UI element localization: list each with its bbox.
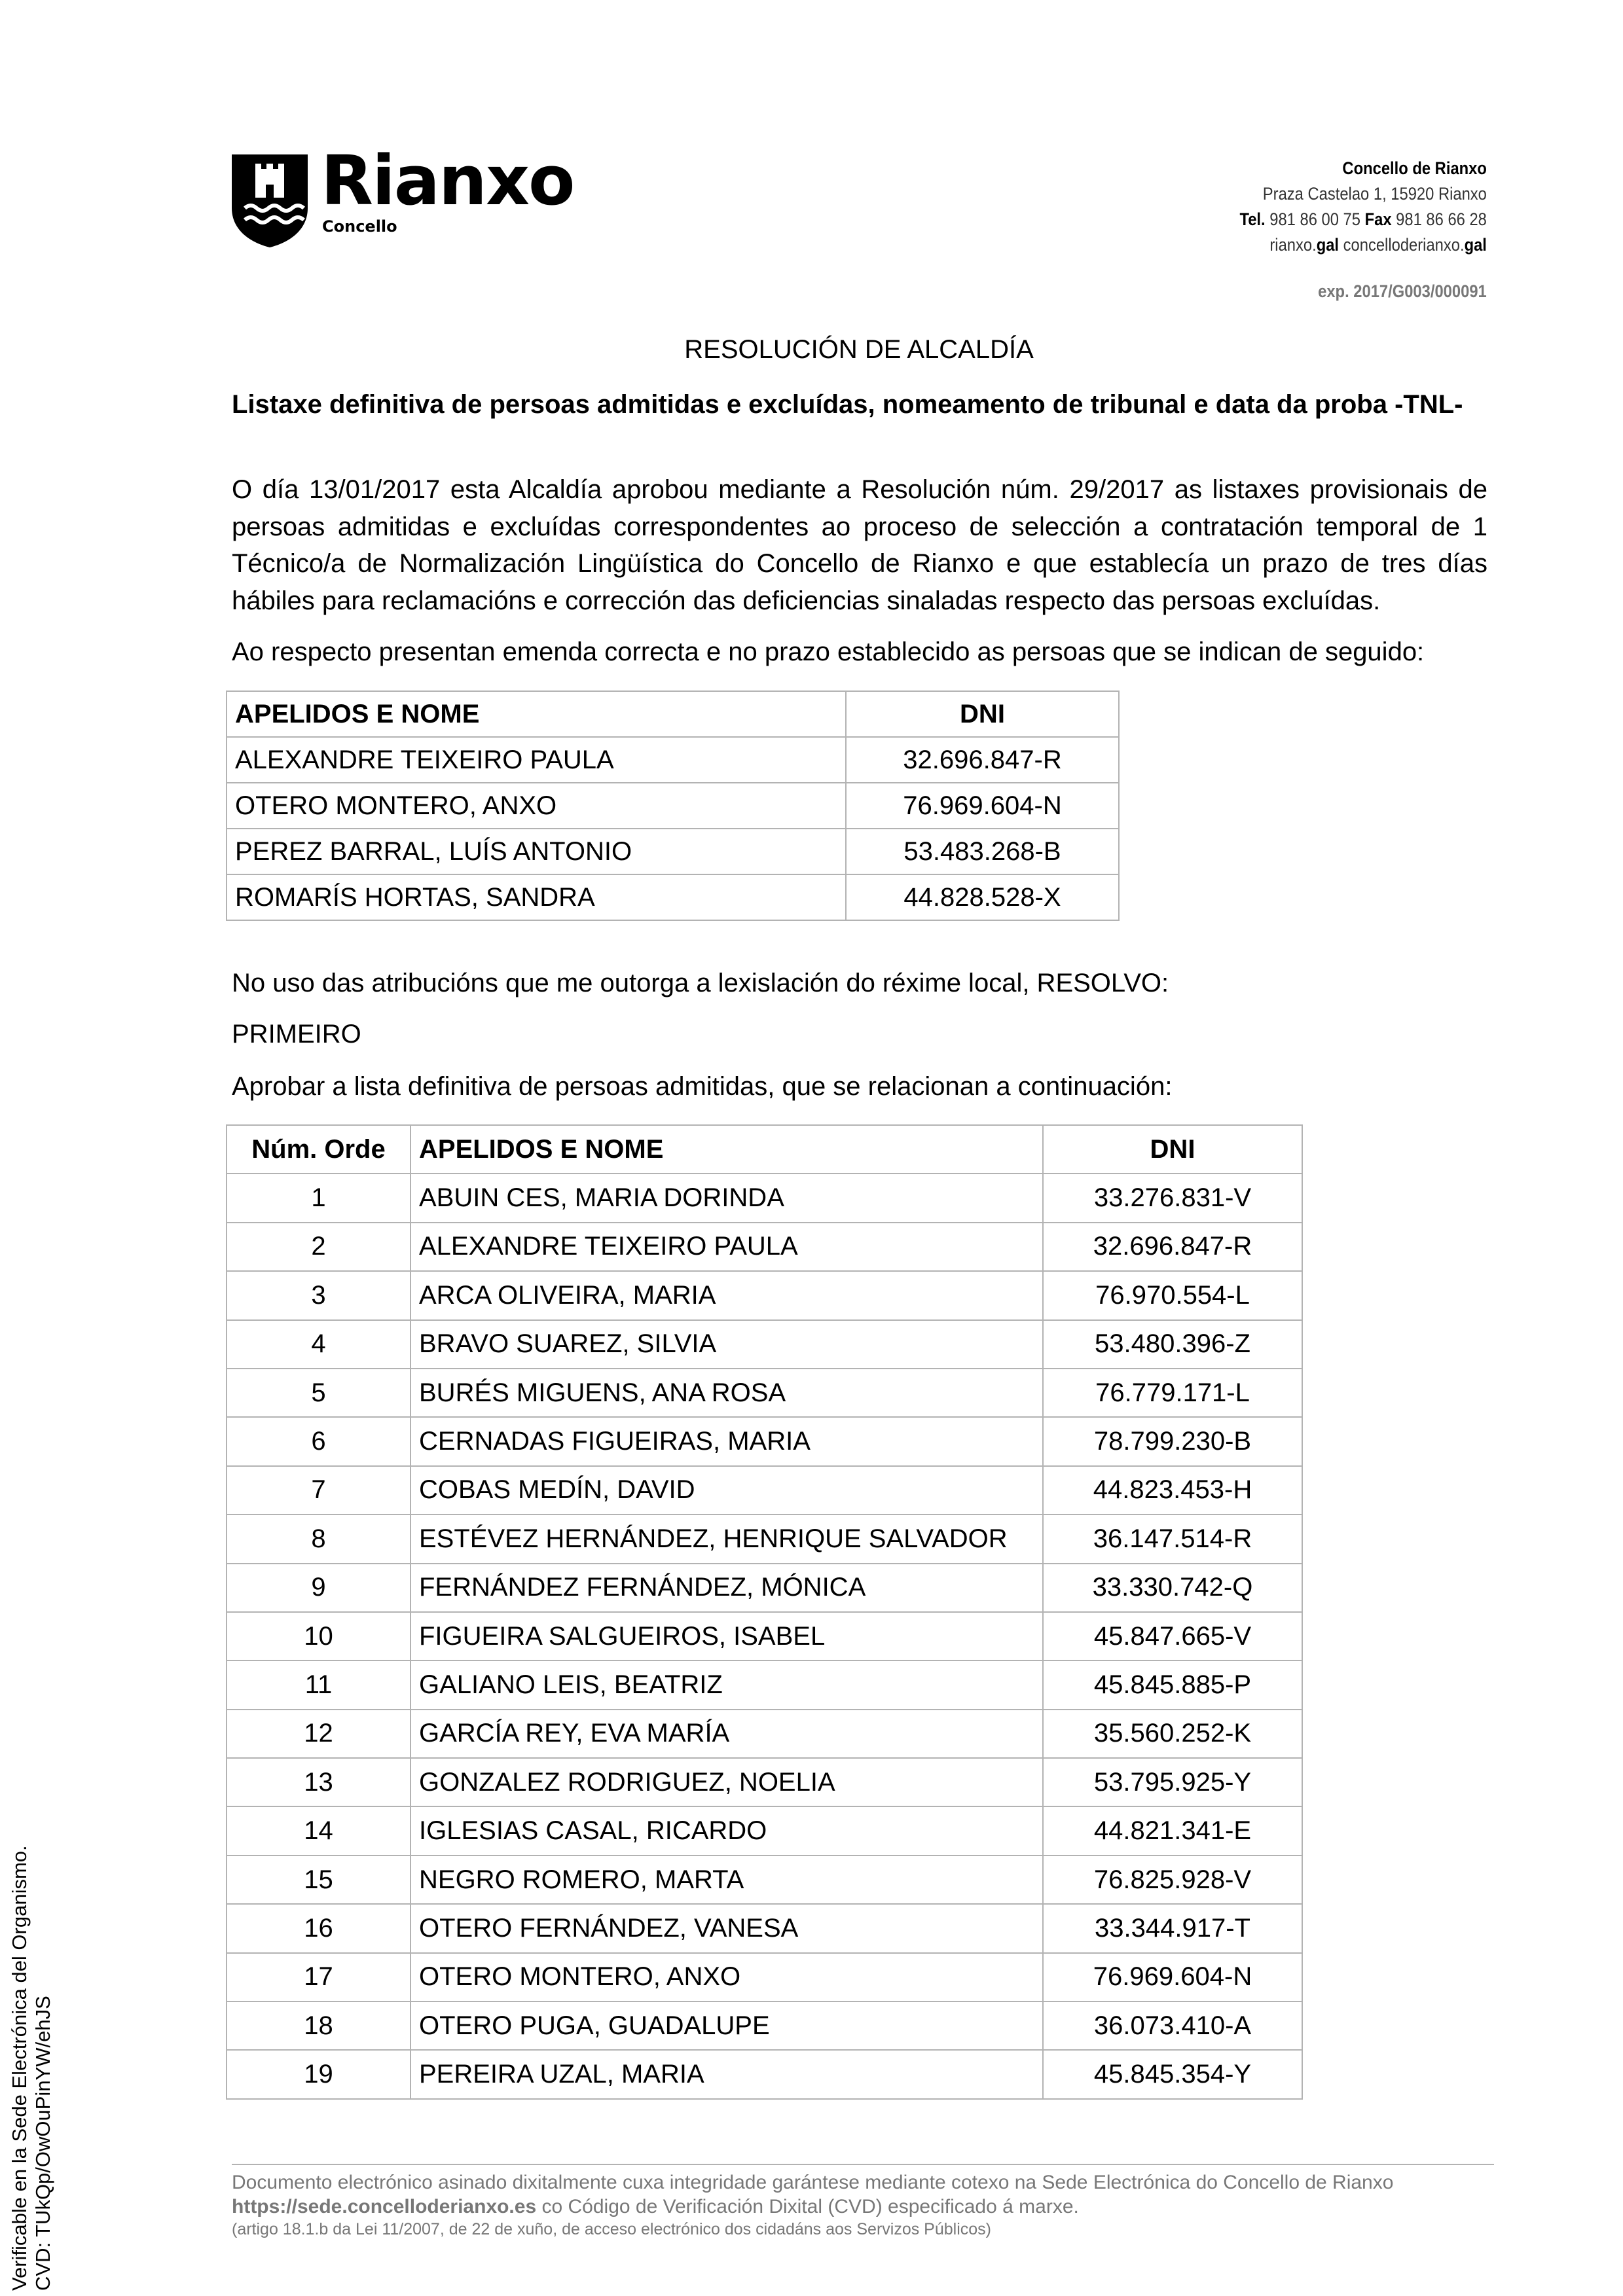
side-cvd-code: CVD: TUkQp/OwOuPinYW/ehJS: [31, 1996, 54, 2291]
cell-dni: 45.845.885-P: [1043, 1660, 1302, 1709]
cell-dni: 76.969.604-N: [846, 783, 1119, 829]
column-header-dni: DNI: [846, 691, 1119, 737]
web1-prefix: rianxo.: [1269, 235, 1317, 255]
respect-paragraph: Ao respecto presentan emenda correcta e no prazo establecido as persoas que se indican de seguido:: [232, 637, 1425, 666]
document-title: RESOLUCIÓN DE ALCALDÍA: [684, 335, 1034, 364]
cell-dni: 44.828.528-X: [846, 874, 1119, 920]
web-line: [1240, 232, 1487, 258]
cell-name: ESTÉVEZ HERNÁNDEZ, HENRIQUE SALVADOR: [410, 1515, 1043, 1563]
column-header-dni: DNI: [1043, 1125, 1302, 1174]
cell-name: CERNADAS FIGUEIRAS, MARIA: [410, 1417, 1043, 1465]
table-row: [227, 1320, 1302, 1369]
logo-wordmark: Rianxo: [321, 141, 574, 221]
cell-name: BRAVO SUAREZ, SILVIA: [410, 1320, 1043, 1369]
cell-dni: 33.330.742-Q: [1043, 1564, 1302, 1612]
cell-dni: 45.847.665-V: [1043, 1612, 1302, 1660]
cell-dni: 53.795.925-Y: [1043, 1758, 1302, 1806]
file-number: exp. 2017/G003/000091: [1318, 281, 1487, 301]
cell-order: 6: [227, 1417, 410, 1465]
table-row: [227, 1417, 1302, 1465]
web1-tld: gal: [1316, 235, 1340, 255]
side-verification-line: Verificable en la Sede Electrónica del Organismo.: [8, 1845, 31, 2291]
cell-order: 1: [227, 1174, 410, 1222]
cell-name: ROMARÍS HORTAS, SANDRA: [227, 874, 846, 920]
cell-dni: 32.696.847-R: [846, 737, 1119, 783]
cell-order: 17: [227, 1953, 410, 2001]
fax-value: 981 86 66 28: [1396, 209, 1487, 229]
footer-line-3: (artigo 18.1.b da Lei 11/2007, de 22 de xuño, de acceso electrónico dos cidadáns aos Servizos Públicos): [232, 2220, 991, 2238]
side-verification-text: [8, 1845, 55, 2291]
table-row: [227, 1660, 1302, 1709]
column-header-name: APELIDOS E NOME: [410, 1125, 1043, 1174]
table-header-row: [227, 1125, 1302, 1174]
intro-paragraph: O día 13/01/2017 esta Alcaldía aprobou mediante a Resolución núm. 29/2017 as listaxes provisionais de persoas admitidas e excluídas correspondentes ao proceso de selección a contratación temporal de 1 Técnico/a de Normalización Lingüística do Concello de Rianxo e que establecía un prazo de tres días hábiles para reclamacións e corrección das deficiencias sinaladas respecto das persoas excluídas.: [232, 475, 1487, 615]
logo-subtitle: Concello: [322, 217, 397, 236]
cell-name: NEGRO ROMERO, MARTA: [410, 1856, 1043, 1904]
cell-name: FERNÁNDEZ FERNÁNDEZ, MÓNICA: [410, 1564, 1043, 1612]
address: Praza Castelao 1, 15920 Rianxo: [1262, 184, 1487, 204]
footer-line-2-rest: co Código de Verificación Dixital (CVD) especificado á marxe.: [536, 2196, 1079, 2217]
footer-line-2: [232, 2195, 1495, 2219]
cell-dni: 45.845.354-Y: [1043, 2050, 1302, 2098]
cell-dni: 53.480.396-Z: [1043, 1320, 1302, 1369]
web2-prefix: concelloderianxo.: [1343, 235, 1465, 255]
cell-order: 10: [227, 1612, 410, 1660]
cell-name: ABUIN CES, MARIA DORINDA: [410, 1174, 1043, 1222]
table-row: [227, 1174, 1302, 1222]
table-row: [227, 2050, 1302, 2098]
cell-dni: 44.823.453-H: [1043, 1466, 1302, 1515]
cell-name: ALEXANDRE TEIXEIRO PAULA: [410, 1223, 1043, 1271]
cell-dni: 35.560.252-K: [1043, 1710, 1302, 1758]
column-header-name: APELIDOS E NOME: [227, 691, 846, 737]
cell-dni: 78.799.230-B: [1043, 1417, 1302, 1465]
admitted-table: [226, 1124, 1303, 2100]
cell-order: 12: [227, 1710, 410, 1758]
cell-name: PEREZ BARRAL, LUÍS ANTONIO: [227, 829, 846, 874]
cell-dni: 44.821.341-E: [1043, 1806, 1302, 1855]
cell-order: 4: [227, 1320, 410, 1369]
footer-divider: [232, 2164, 1494, 2165]
cell-order: 13: [227, 1758, 410, 1806]
contact-block: [1240, 156, 1487, 258]
fax-label: Fax: [1364, 209, 1392, 229]
sede-link[interactable]: https://sede.concelloderianxo.es: [232, 2196, 537, 2217]
table-row: [227, 1856, 1302, 1904]
cell-dni: 32.696.847-R: [1043, 1223, 1302, 1271]
cell-order: 11: [227, 1660, 410, 1709]
phone-line: [1240, 207, 1487, 232]
cell-order: 5: [227, 1369, 410, 1417]
cell-dni: 76.970.554-L: [1043, 1271, 1302, 1319]
cell-order: 3: [227, 1271, 410, 1319]
cell-order: 7: [227, 1466, 410, 1515]
cell-dni: 36.073.410-A: [1043, 2001, 1302, 2050]
cell-dni: 33.276.831-V: [1043, 1174, 1302, 1222]
cell-name: FIGUEIRA SALGUEIROS, ISABEL: [410, 1612, 1043, 1660]
table-row: [227, 1953, 1302, 2001]
cell-dni: 76.969.604-N: [1043, 1953, 1302, 2001]
cell-name: COBAS MEDÍN, DAVID: [410, 1466, 1043, 1515]
cell-dni: 53.483.268-B: [846, 829, 1119, 874]
footer: [232, 2170, 1495, 2240]
cell-order: 2: [227, 1223, 410, 1271]
cell-dni: 36.147.514-R: [1043, 1515, 1302, 1563]
table-row: [227, 1904, 1302, 1952]
cell-name: PEREIRA UZAL, MARIA: [410, 2050, 1043, 2098]
footer-line-1: Documento electrónico asinado dixitalmente cuxa integridade garántese mediante cotexo na Sede Electrónica do Concello de Rianxo: [232, 2172, 1394, 2193]
table-row: [227, 1466, 1302, 1515]
cell-name: GONZALEZ RODRIGUEZ, NOELIA: [410, 1758, 1043, 1806]
tel-label: Tel.: [1239, 209, 1266, 229]
table-row: [227, 1612, 1302, 1660]
cell-name: GALIANO LEIS, BEATRIZ: [410, 1660, 1043, 1709]
org-name: Concello de Rianxo: [1342, 158, 1487, 178]
table-row: [227, 2001, 1302, 2050]
resolvo-paragraph: No uso das atribucións que me outorga a lexislación do réxime local, RESOLVO:: [232, 969, 1169, 997]
table-row: [227, 737, 1119, 783]
web2-tld: gal: [1464, 235, 1487, 255]
cell-name: ARCA OLIVEIRA, MARIA: [410, 1271, 1043, 1319]
table-row: [227, 874, 1119, 920]
column-header-order: Núm. Orde: [227, 1125, 410, 1174]
cell-order: 18: [227, 2001, 410, 2050]
cell-name: OTERO PUGA, GUADALUPE: [410, 2001, 1043, 2050]
table-row: [227, 1758, 1302, 1806]
cell-order: 9: [227, 1564, 410, 1612]
concello-logo: [229, 141, 574, 250]
table-row: [227, 1223, 1302, 1271]
cell-dni: 76.779.171-L: [1043, 1369, 1302, 1417]
cell-dni: 33.344.917-T: [1043, 1904, 1302, 1952]
cell-name: OTERO MONTERO, ANXO: [410, 1953, 1043, 2001]
cell-name: BURÉS MIGUENS, ANA ROSA: [410, 1369, 1043, 1417]
document-subject: Listaxe definitiva de persoas admitidas e excluídas, nomeamento de tribunal e data da proba -TNL-: [232, 390, 1463, 419]
approve-paragraph: Aprobar a lista definitiva de persoas admitidas, que se relacionan a continuación:: [232, 1072, 1173, 1101]
table-row: [227, 1369, 1302, 1417]
table-row: [227, 1710, 1302, 1758]
cell-order: 16: [227, 1904, 410, 1952]
primeiro-heading: PRIMEIRO: [232, 1020, 361, 1049]
table-header-row: [227, 691, 1119, 737]
table-row: [227, 1271, 1302, 1319]
cell-name: IGLESIAS CASAL, RICARDO: [410, 1806, 1043, 1855]
cell-dni: 76.825.928-V: [1043, 1856, 1302, 1904]
table-row: [227, 783, 1119, 829]
cell-name: OTERO MONTERO, ANXO: [227, 783, 846, 829]
table-row: [227, 1515, 1302, 1563]
table-row: [227, 1564, 1302, 1612]
cell-order: 8: [227, 1515, 410, 1563]
cell-name: GARCÍA REY, EVA MARÍA: [410, 1710, 1043, 1758]
table-row: [227, 829, 1119, 874]
tel-value: 981 86 00 75: [1269, 209, 1361, 229]
amendment-table: [226, 691, 1120, 921]
cell-order: 15: [227, 1856, 410, 1904]
cell-name: ALEXANDRE TEIXEIRO PAULA: [227, 737, 846, 783]
cell-order: 19: [227, 2050, 410, 2098]
cell-order: 14: [227, 1806, 410, 1855]
table-row: [227, 1806, 1302, 1855]
cell-name: OTERO FERNÁNDEZ, VANESA: [410, 1904, 1043, 1952]
rianxo-shield-icon: [229, 152, 310, 249]
